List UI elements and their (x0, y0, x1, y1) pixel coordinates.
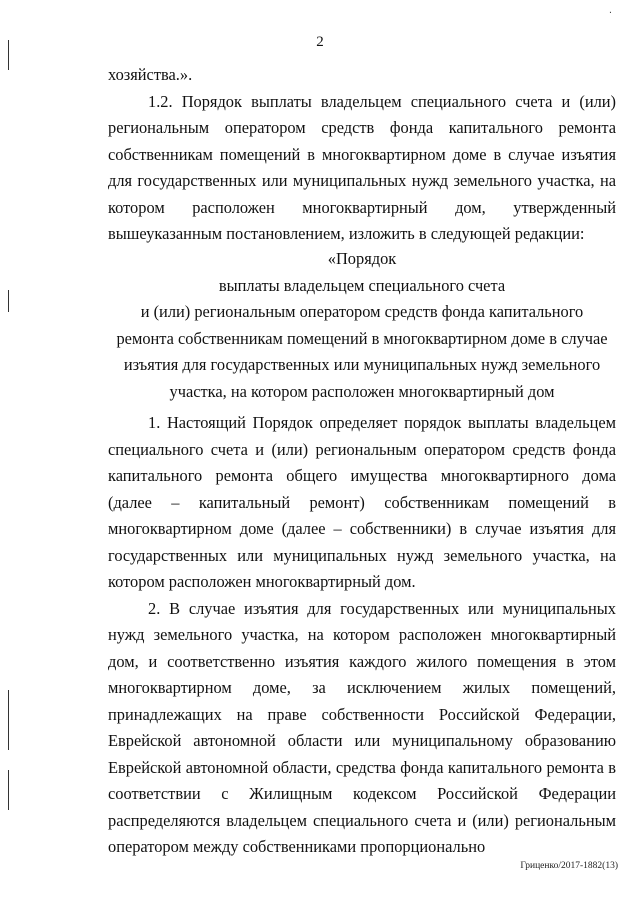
paragraph-1: 1. Настоящий Порядок определяет порядок выплаты владельцем специального счета и (или) региональным оператором средств фонда капитального ремонта общего имущества многоквартирного дома (далее – капитальный ремонт) собственникам помещений в многоквартирном доме (далее – собственники) в случае изъятия для государственных или муниципальных нужд земельного участка, на котором расположен многоквартирный дом. (108, 413, 616, 591)
intro-section (108, 62, 616, 248)
heading-line: выплаты владельцем специального счета (218, 275, 506, 295)
heading-line: изъятия для государственных или муниципальных нужд земельного (123, 355, 601, 374)
heading-line: «Порядок (327, 249, 397, 268)
order-heading (108, 246, 616, 405)
scan-margin-mark (8, 770, 9, 810)
page-number: 2 (316, 34, 324, 50)
item-1-2-paragraph: 1.2. Порядок выплаты владельцем специального счета и (или) региональным оператором средств фонда капитального ремонта собственникам помещений в многоквартирном доме в случае изъятия для государственных или муниципальных нужд земельного участка, на котором расположен многоквартирный дом, утвержденный вышеуказанным постановлением, изложить в следующей редакции: (108, 91, 616, 243)
paragraph-2: 2. В случае изъятия для государственных или муниципальных нужд земельного участка, на котором расположен многоквартирный дом, и соответственно изъятия каждого жилого помещения в этом многоквартирном доме, за исключением жилых помещений, принадлежащих на праве собственности Российской Федерации, Еврейской автономной области или муниципальному образованию Еврейской автономной области, средства фонда капитального ремонта в соответствии с Жилищным кодексом Российской Федерации распределяются владельцем специального счета и (или) региональным оператором между собственниками пропорционально (108, 598, 616, 856)
footer-reference: Гриценко/2017-1882(13) (520, 861, 618, 871)
intro-line: хозяйства.». (108, 65, 193, 84)
heading-line: ремонта собственникам помещений в многоквартирном доме в случае (116, 328, 608, 348)
scan-margin-mark (8, 290, 9, 312)
corner-mark: · (608, 8, 612, 19)
heading-line: участка, на котором расположен многоквартирный дом (169, 381, 555, 401)
scan-margin-mark (8, 690, 9, 750)
heading-line: и (или) региональным оператором средств фонда капитального (140, 302, 584, 321)
body-section (108, 410, 616, 861)
